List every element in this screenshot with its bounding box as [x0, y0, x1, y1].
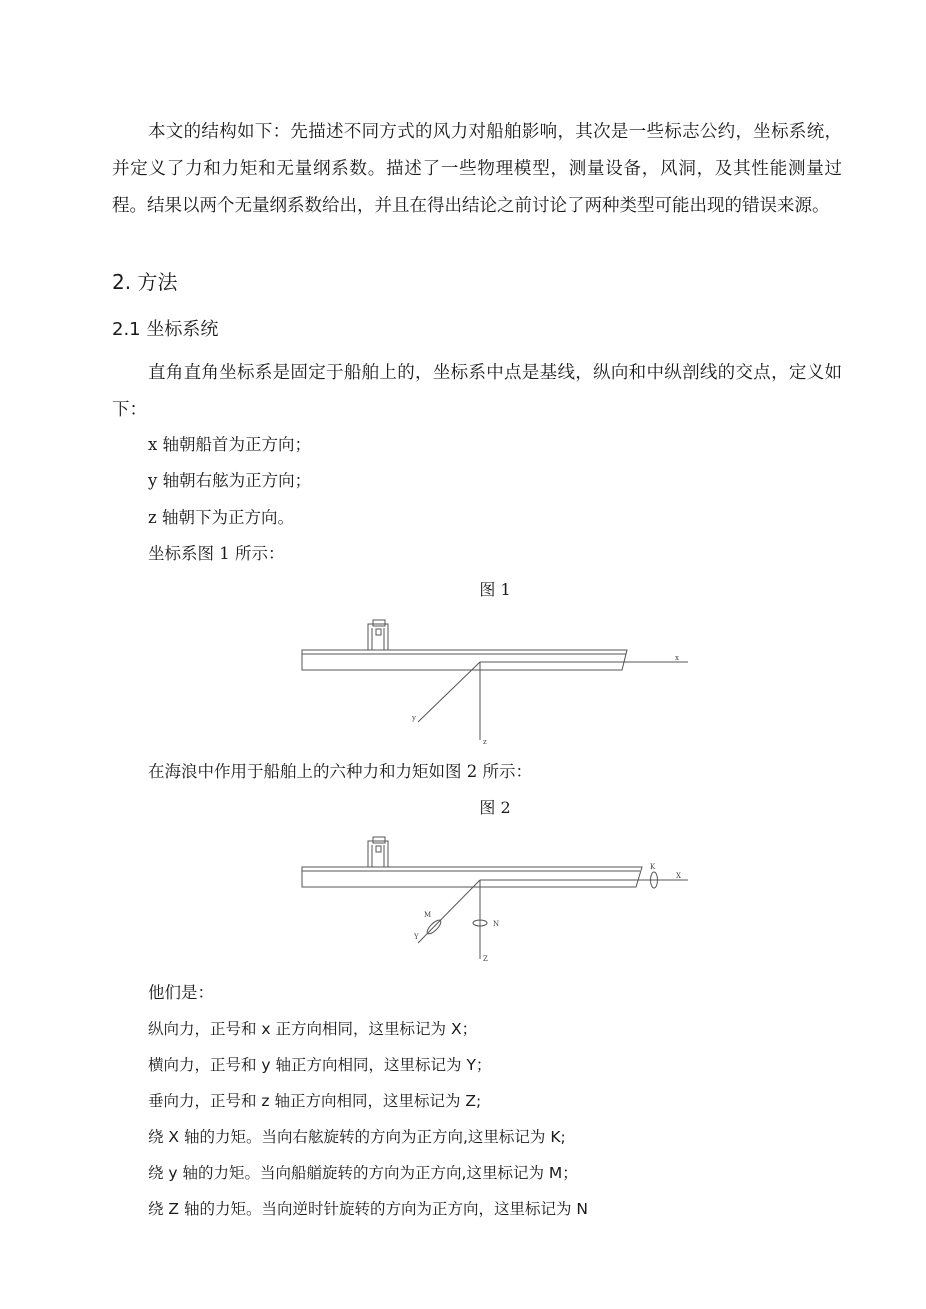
they-are-line: 他们是： — [148, 983, 214, 1002]
moment-m-definition: 绕 y 轴的力矩。当向船艏旋转的方向为正方向,这里标记为 M； — [148, 1164, 578, 1182]
axis-definition-x: x 轴朝船首为正方向； — [148, 435, 312, 454]
x-axis-label: x — [675, 654, 679, 662]
figure2-caption: 图 2 — [479, 798, 511, 817]
superstructure-outline-2 — [368, 841, 388, 867]
figure1-caption: 图 1 — [479, 580, 511, 599]
figure1-coordinate-diagram — [300, 618, 690, 748]
ship-hull-outline-2 — [302, 867, 642, 887]
y-axis-label: y — [412, 714, 416, 722]
force-x-definition: 纵向力，正号和 x 正方向相同，这里标记为 X； — [148, 1020, 478, 1038]
coordinate-system-paragraph: 直角直角坐标系是固定于船舶上的，坐标系中点是基线，纵向和中纵剖线的交点，定义如下： — [112, 363, 842, 420]
axis-definition-y: y 轴朝右舷为正方向； — [148, 471, 312, 490]
force-y-definition: 横向力，正号和 y 轴正方向相同，这里标记为 Y； — [148, 1056, 492, 1074]
figure2-forces-diagram — [300, 835, 690, 965]
superstructure-outline — [368, 624, 388, 650]
n-moment-label: N — [493, 920, 500, 928]
x-force-label: X — [676, 872, 681, 880]
intro-paragraph: 本文的结构如下：先描述不同方式的风力对船舶影响，其次是一些标志公约，坐标系统，并定义了力和力矩和无量纲系数。描述了一些物理模型，测量设备，风洞，及其性能测量过程。结果以两个无量纲系数给出，并且在得出结论之前讨论了两种类型可能出现的错误来源。 — [112, 122, 842, 216]
figure2-intro: 在海浪中作用于船舶上的六种力和力矩如图 2 所示： — [148, 762, 532, 781]
z-axis-label: z — [483, 738, 487, 746]
ship-forces-diagram-2 — [300, 835, 690, 965]
z-force-label: Z — [483, 955, 488, 963]
y-axis-line — [418, 662, 480, 722]
force-z-definition: 垂向力，正号和 z 轴正方向相同，这里标记为 Z; — [148, 1092, 482, 1110]
k-moment-label: K — [650, 863, 656, 871]
moment-k-definition: 绕 X 轴的力矩。当向右舷旋转的方向为正方向,这里标记为 K; — [148, 1128, 566, 1146]
ship-hull-outline — [302, 650, 627, 670]
superstructure-top — [373, 620, 385, 626]
ship-axes-diagram-1 — [300, 618, 690, 748]
moment-n-definition: 绕 Z 轴的力矩。当向逆时针旋转的方向为正方向，这里标记为 N — [148, 1200, 588, 1218]
section-heading-methods: 2. 方法 — [112, 270, 178, 294]
m-moment-label: M — [424, 911, 432, 919]
axis-definition-z: z 轴朝下为正方向。 — [148, 508, 294, 527]
subsection-heading-coordinate-system: 2.1 坐标系统 — [112, 319, 219, 340]
figure1-intro: 坐标系图 1 所示： — [148, 544, 285, 563]
y-force-label: Y — [414, 933, 419, 941]
